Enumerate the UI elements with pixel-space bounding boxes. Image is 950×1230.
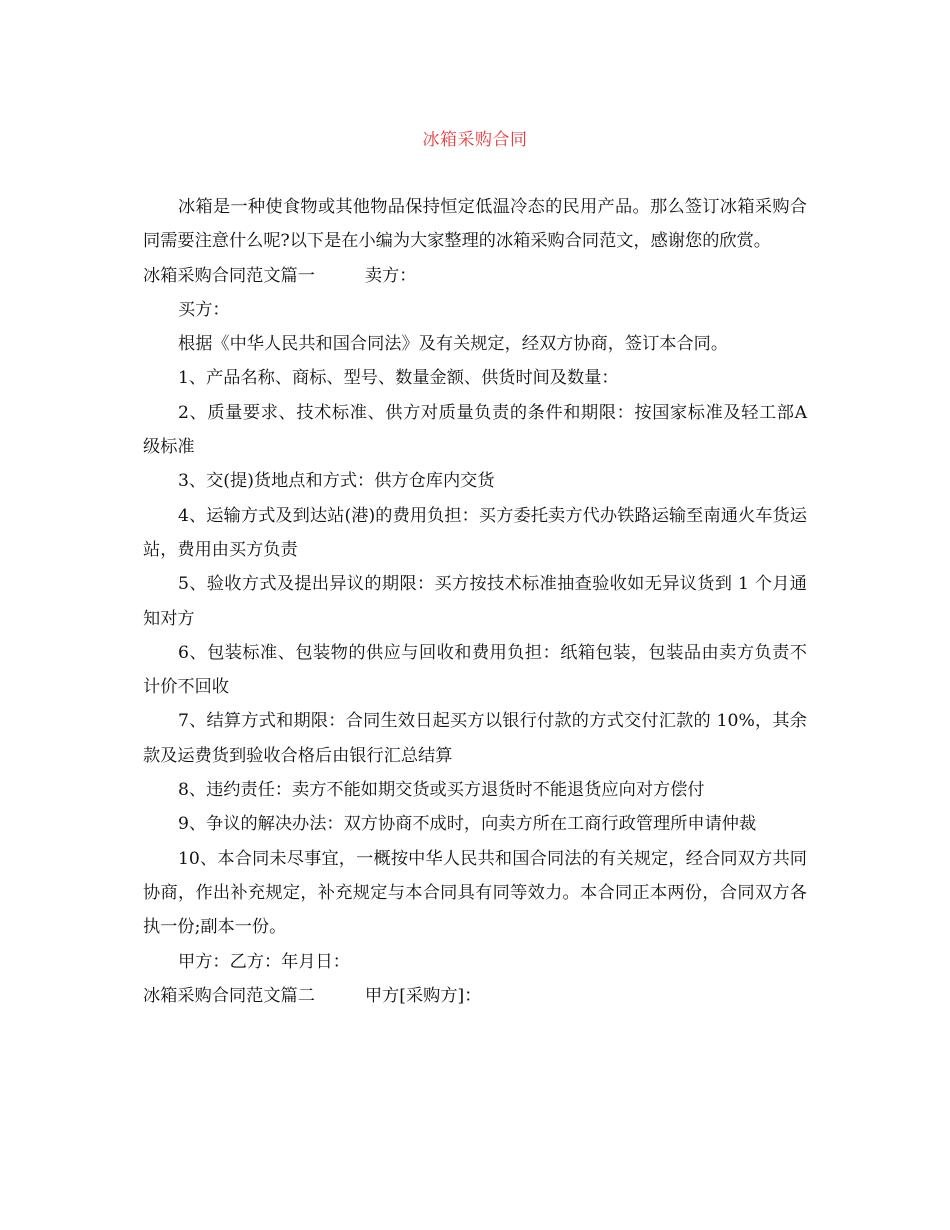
clause-10: 10、本合同未尽事宜，一概按中华人民共和国合同法的有关规定，经合同双方共同协商，作出补充规定，补充规定与本合同具有同等效力。本合同正本两份，合同双方各执一份;副本一份。 xyxy=(143,848,807,938)
signature-line: 甲方：乙方：年月日： xyxy=(178,951,350,972)
clause-4: 4、运输方式及到达站(港)的费用负担：买方委托卖方代办铁路运输至南通火车货运站，费用由买方负责 xyxy=(143,505,807,560)
section2-heading: 冰箱采购合同范文篇二 xyxy=(143,985,315,1006)
buyer-label: 买方： xyxy=(178,299,230,320)
clause-3: 3、交(提)货地点和方式：供方仓库内交货 xyxy=(178,471,495,492)
clause-1: 1、产品名称、商标、型号、数量金额、供货时间及数量： xyxy=(178,368,619,389)
seller-label: 卖方： xyxy=(364,265,417,286)
party-a-label: 甲方[采购方]： xyxy=(364,985,482,1006)
document-body xyxy=(143,190,807,1013)
clause-7: 7、结算方式和期限：合同生效日起买方以银行付款的方式交付汇款的 10%，其余款及运费货到验收合格后由银行汇总结算 xyxy=(143,711,807,766)
clause-6: 6、包装标准、包装物的供应与回收和费用负担：纸箱包装，包装品由卖方负责不计价不回收 xyxy=(143,642,807,698)
intro-paragraph: 冰箱是一种使食物或其他物品保持恒定低温冷态的民用产品。那么签订冰箱采购合同需要注意什么呢?以下是在小编为大家整理的冰箱采购合同范文，感谢您的欣赏。 xyxy=(143,197,807,252)
basis-paragraph: 根据《中华人民共和国合同法》及有关规定，经双方协商，签订本合同。 xyxy=(178,334,729,355)
clause-5: 5、验收方式及提出异议的期限：买方按技术标准抽查验收如无异议货到 1 个月通知对方 xyxy=(143,574,807,629)
section2-heading-line xyxy=(143,979,807,1013)
section1-heading: 冰箱采购合同范文篇一 xyxy=(143,265,315,286)
document-title: 冰箱采购合同 xyxy=(422,130,528,150)
clause-8: 8、违约责任：卖方不能如期交货或买方退货时不能退货应向对方偿付 xyxy=(178,780,705,801)
section1-heading-line xyxy=(143,259,807,293)
clause-9: 9、争议的解决办法：双方协商不成时，向卖方所在工商行政管理所申请仲裁 xyxy=(178,814,757,835)
clause-2: 2、质量要求、技术标准、供方对质量负责的条件和期限：按国家标准及轻工部A 级标准 xyxy=(143,402,807,458)
